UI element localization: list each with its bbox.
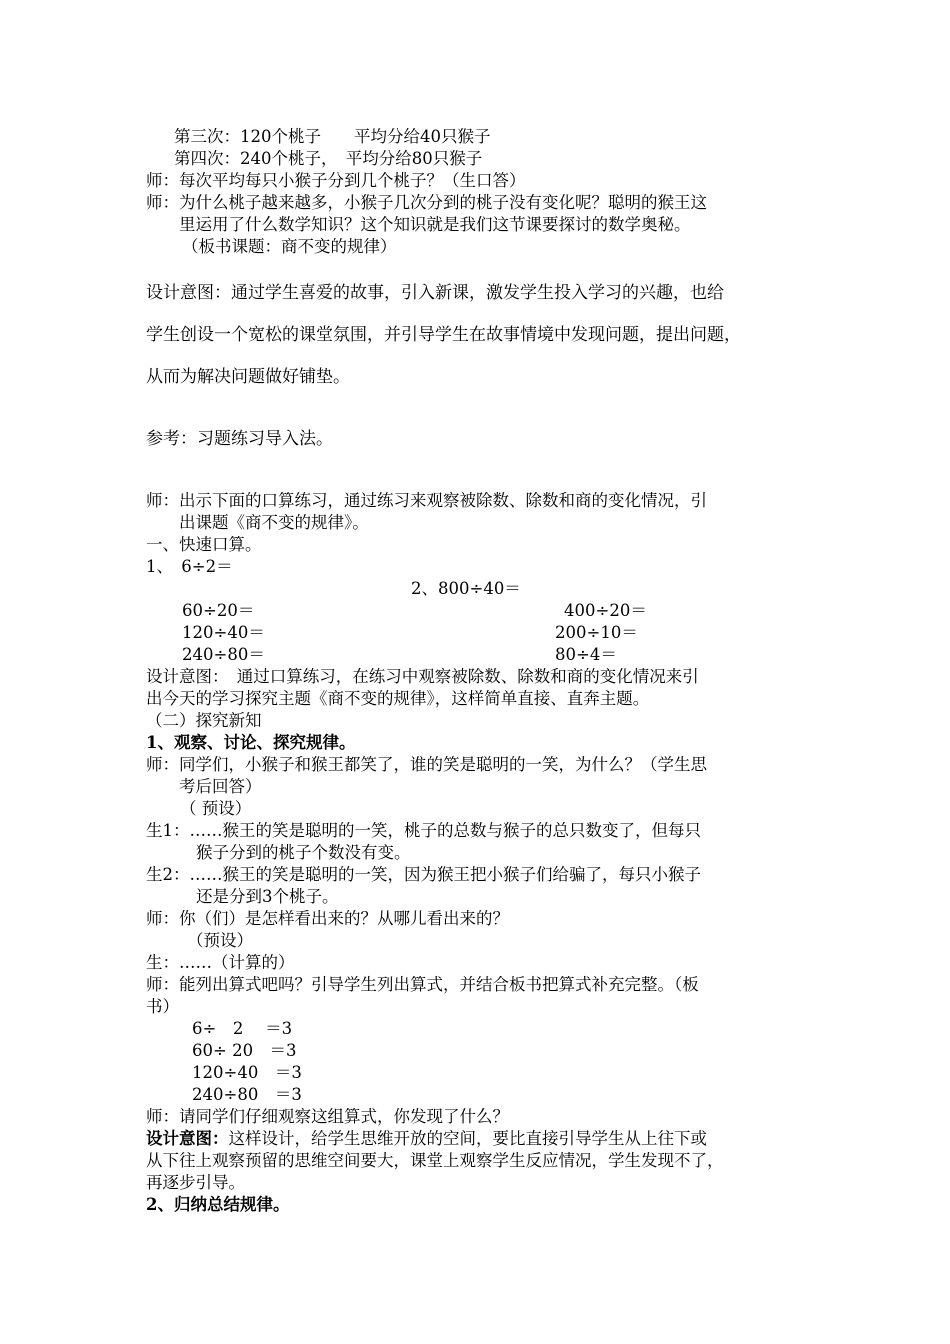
design-intent-text: 这样设计，给学生思维开放的空间，要比直接引导学生从上往下或	[228, 1129, 707, 1148]
text-line	[146, 1128, 707, 1150]
design-intent-label: 设计意图：	[146, 1129, 229, 1148]
text-line: 师：同学们，小猴子和猴王都笑了，谁的笑是聪明的一笑，为什么？（学生思	[146, 755, 707, 774]
text-line: 书）	[146, 997, 179, 1016]
text-line: 生2：……猴王的笑是聪明的一笑，因为猴王把小猴子们给骗了，每只小猴子	[146, 865, 701, 884]
text-line: 出今天的学习探究主题《商不变的规律》，这样简单直接、直奔主题。	[146, 689, 650, 708]
text-line: 1、 6÷2＝	[146, 557, 233, 576]
text-line: 60÷20＝	[182, 601, 255, 620]
text-line: 师：出示下面的口算练习，通过练习来观察被除数、除数和商的变化情况，引	[146, 491, 707, 510]
equation-line: 6÷ 2 ＝3	[192, 1019, 293, 1038]
text-line: 生：……（计算的）	[146, 953, 295, 972]
text-line: 400÷20＝	[564, 601, 647, 620]
text-line: 再逐步引导。	[146, 1173, 245, 1192]
text-line: 师：每次平均每只小猴子分到几个桃子？（生口答）	[146, 171, 526, 190]
text-line: 猴子分到的桃子个数没有变。	[196, 843, 411, 862]
text-line: 出课题《商不变的规律》。	[179, 513, 369, 532]
text-line: 从而为解决问题做好铺垫。	[146, 367, 350, 387]
text-line: 学生创设一个宽松的课堂氛围，并引导学生在故事情境中发现问题，提出问题，	[146, 325, 741, 345]
text-line: 师：请同学们仔细观察这组算式，你发现了什么？	[146, 1107, 509, 1126]
text-line: 120÷40＝	[182, 623, 265, 642]
text-line: 一、快速口算。	[146, 535, 262, 554]
section-heading: 1、观察、讨论、探究规律。	[146, 733, 356, 752]
text-line: 240÷80＝	[182, 645, 265, 664]
text-line: 考后回答）	[179, 777, 262, 796]
equation-line: 240÷80 ＝3	[192, 1085, 302, 1104]
text-line: 还是分到3个桃子。	[196, 887, 339, 906]
text-line: 师：你（们）是怎样看出来的？从哪儿看出来的？	[146, 909, 509, 928]
text-line: 第三次：120个桃子 平均分给40只猴子	[174, 127, 491, 146]
text-line: 里运用了什么数学知识？这个知识就是我们这节课要探讨的数学奥秘。	[179, 215, 691, 234]
text-line: 参考：习题练习导入法。	[146, 429, 333, 449]
text-line: 第四次：240个桃子， 平均分给80只猴子	[174, 149, 483, 168]
section-heading: 2、归纳总结规律。	[146, 1195, 290, 1214]
equation-line: 120÷40 ＝3	[192, 1063, 302, 1082]
text-line: 生1：……猴王的笑是聪明的一笑，桃子的总数与猴子的总只数变了，但每只	[146, 821, 701, 840]
text-line: 师：能列出算式吧吗？引导学生列出算式，并结合板书把算式补充完整。（板	[146, 975, 699, 994]
text-line: （预设）	[187, 931, 253, 950]
text-line: 师：为什么桃子越来越多，小猴子几次分到的桃子没有变化呢？聪明的猴王这	[146, 193, 707, 212]
text-line: （ 预设）	[180, 799, 252, 818]
text-line: 200÷10＝	[555, 623, 638, 642]
text-line: 2、800÷40＝	[411, 579, 521, 598]
text-line: 80÷4＝	[555, 645, 617, 664]
text-line: （板书课题：商不变的规律）	[182, 237, 397, 256]
text-line: 设计意图：通过学生喜爱的故事，引入新课，激发学生投入学习的兴趣，也给	[146, 283, 724, 303]
text-line: 设计意图： 通过口算练习，在练习中观察被除数、除数和商的变化情况来引	[146, 667, 699, 686]
text-line: （二）探究新知	[146, 711, 262, 730]
equation-line: 60÷ 20 ＝3	[192, 1041, 297, 1060]
text-line: 从下往上观察预留的思维空间要大，课堂上观察学生反应情况，学生发现不了，	[146, 1151, 724, 1170]
